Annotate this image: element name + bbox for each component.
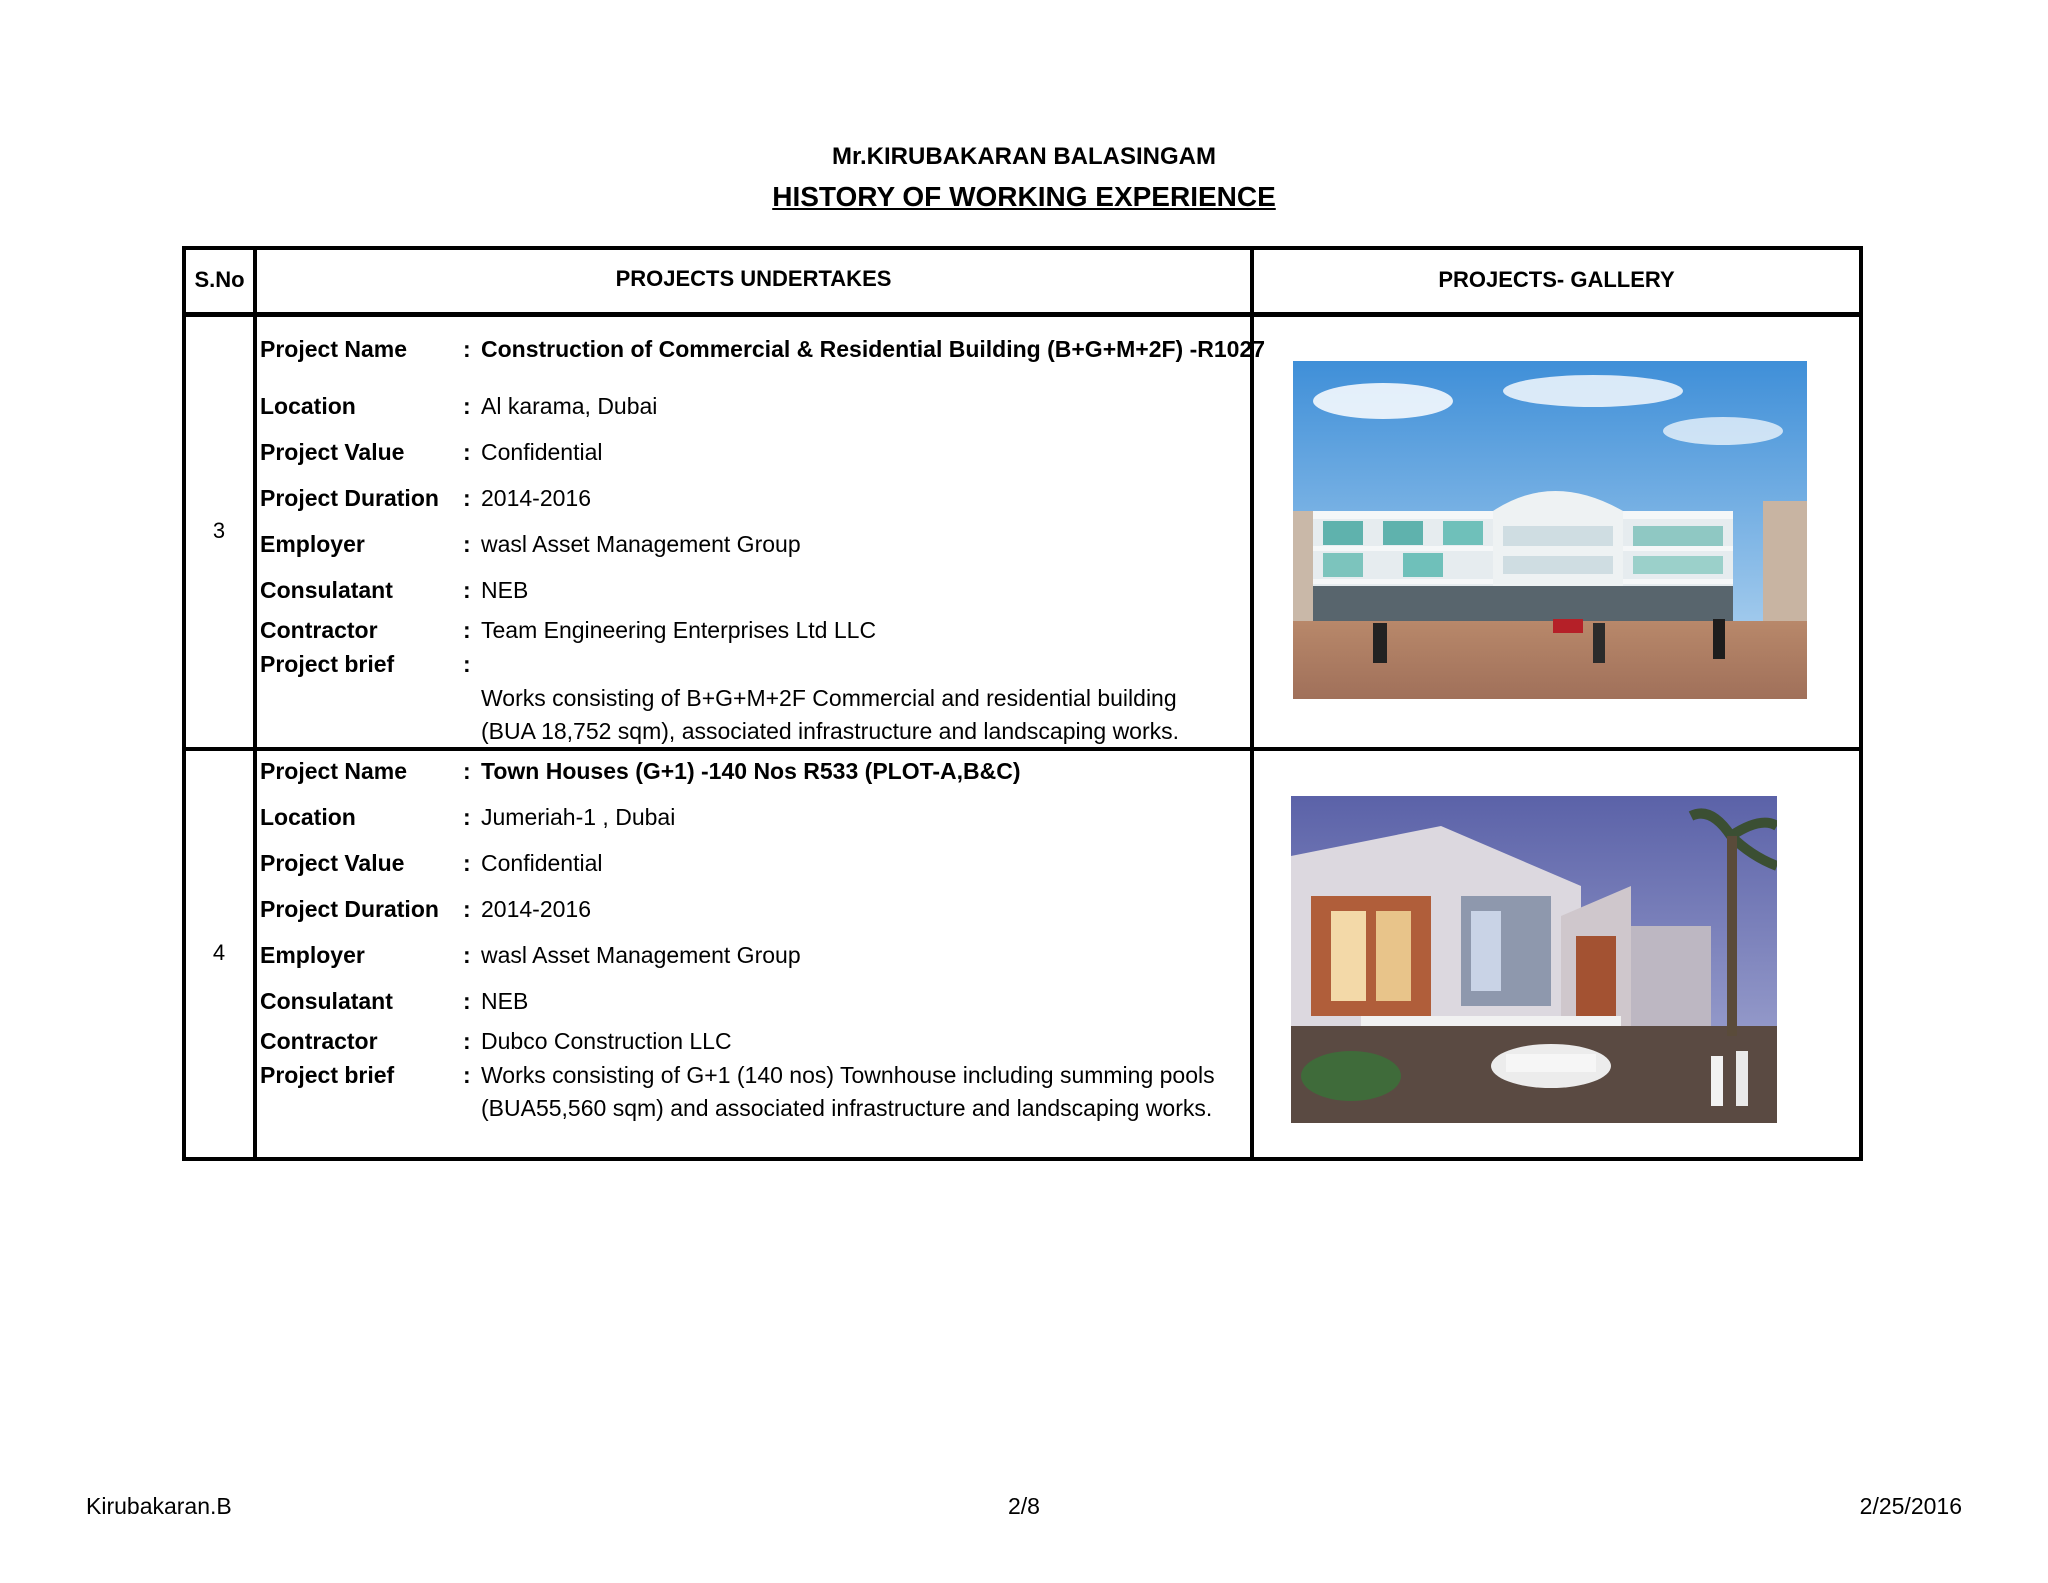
table-border-bottom	[182, 1157, 1863, 1161]
col-header-sno: S.No	[194, 267, 245, 292]
col-divider-2	[1250, 246, 1254, 1161]
footer-page-number: 2/8	[1008, 1493, 1040, 1519]
col-header-gallery: PROJECTS- GALLERY	[1438, 267, 1675, 292]
person-name: Mr.KIRUBAKARAN BALASINGAM	[832, 143, 1216, 170]
table-border-right	[1859, 246, 1863, 1161]
experience-table: S.No PROJECTS UNDERTAKES PROJECTS- GALLERY 3 Project Name : Construction of Commercial & Residential Building (B+G+M+2F) -R1027 Location : Al karama, Dubai Project Value : Confidential Project Duration : 2014-2016 Employer : wasl Asset Management Group Consulatant : NEB Contractor : Team Engineering Enterprises Ltd LLC Project brief : Works consisting of B+G+M+2F Commercial and residential building (BUA 18,752 sqm), associated infrastructure and landscaping works. 4 Project Name : Town Houses (G+1) -140 Nos R533 (PLOT-A,B&C) Location : Jumeriah-1 , Dubai Project Value : Confidential Project Duration : 2014-2016 Employer : wasl Asset Management Group Consulatant : NEB Contractor : Dubco Construction LLC Project brief : Works consisting of G+1 (140 nos) Townhouse including summing pools (BUA55,560 sqm) and associated infrastructure and landscaping works.	[182, 246, 1863, 1161]
serial-number-3: 3	[212, 518, 226, 543]
table-row-divider	[182, 747, 1863, 751]
col-header-projects: PROJECTS UNDERTAKES	[615, 266, 892, 291]
footer-date: 2/25/2016	[1859, 1493, 1962, 1519]
project-brief-line-2: (BUA55,560 sqm) and associated infrastructure and landscaping works.	[481, 1095, 1213, 1121]
table-header-divider	[182, 312, 1863, 317]
col-divider-1	[253, 246, 257, 1161]
table-border-left	[182, 246, 186, 1161]
serial-number-4: 4	[212, 940, 226, 965]
project-brief-line-1: Works consisting of B+G+M+2F Commercial and residential building	[481, 685, 1177, 711]
page-title: HISTORY OF WORKING EXPERIENCE	[772, 181, 1276, 212]
commercial-building-image	[1293, 361, 1807, 699]
project-brief-line-2: (BUA 18,752 sqm), associated infrastructure and landscaping works.	[481, 718, 1180, 744]
town-houses-image	[1291, 796, 1777, 1123]
table-border-top	[182, 246, 1863, 250]
footer-author: Kirubakaran.B	[86, 1493, 232, 1519]
